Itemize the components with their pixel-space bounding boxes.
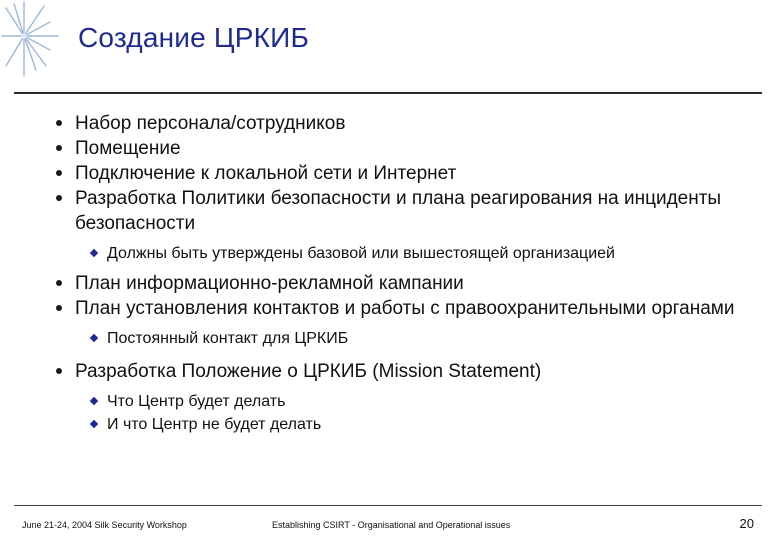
footer-divider <box>14 505 762 506</box>
sub-bullet-text: Что Центр будет делать <box>107 393 286 410</box>
bullet-item <box>52 359 762 384</box>
bullet-text: Набор персонала/сотрудников <box>75 113 346 134</box>
bullet-text: Помещение <box>75 138 181 159</box>
sub-bullet-item <box>90 390 762 413</box>
diamond-bullet-icon <box>90 249 98 257</box>
diamond-bullet-icon <box>90 334 98 342</box>
bullet-text: Разработка Политики безопасности и плана реагирования на инциденты безопасности <box>75 188 722 234</box>
bullet-item <box>52 271 762 296</box>
bullet-dot-icon <box>56 120 62 126</box>
bullet-item <box>52 111 762 136</box>
footer-event: June 21-24, 2004 Silk Security Workshop <box>22 520 187 530</box>
page-number: 20 <box>739 516 754 531</box>
bullet-text: План информационно-рекламной кампании <box>75 273 464 294</box>
starburst-logo <box>0 0 62 80</box>
bullet-dot-icon <box>56 170 62 176</box>
sub-bullet-item <box>90 327 762 350</box>
diamond-bullet-icon <box>90 397 98 405</box>
sub-bullet-text: И что Центр не будет делать <box>107 416 322 433</box>
diamond-bullet-icon <box>90 420 98 428</box>
bullet-dot-icon <box>56 145 62 151</box>
bullet-dot-icon <box>56 305 62 311</box>
bullet-dot-icon <box>56 280 62 286</box>
bullet-list <box>52 111 762 436</box>
title-divider <box>14 92 762 94</box>
sub-bullet-text: Постоянный контакт для ЦРКИБ <box>107 330 349 347</box>
sub-bullet-item <box>90 242 762 265</box>
slide-title: Создание ЦРКИБ <box>78 22 310 53</box>
bullet-item <box>52 296 762 321</box>
bullet-dot-icon <box>56 368 62 374</box>
footer-subtitle: Establishing CSIRT - Organisational and Operational issues <box>272 520 511 530</box>
sub-bullet-text: Должны быть утверждены базовой или вышестоящей организацией <box>107 245 615 262</box>
bullet-text: План установления контактов и работы с правоохранительными органами <box>75 298 735 319</box>
bullet-dot-icon <box>56 195 62 201</box>
bullet-item <box>52 161 762 186</box>
bullet-item <box>52 186 762 236</box>
bullet-item <box>52 136 762 161</box>
bullet-text: Разработка Положение о ЦРКИБ (Mission Statement) <box>75 361 542 382</box>
bullet-text: Подключение к локальной сети и Интернет <box>75 163 457 184</box>
sub-bullet-item <box>90 413 762 436</box>
